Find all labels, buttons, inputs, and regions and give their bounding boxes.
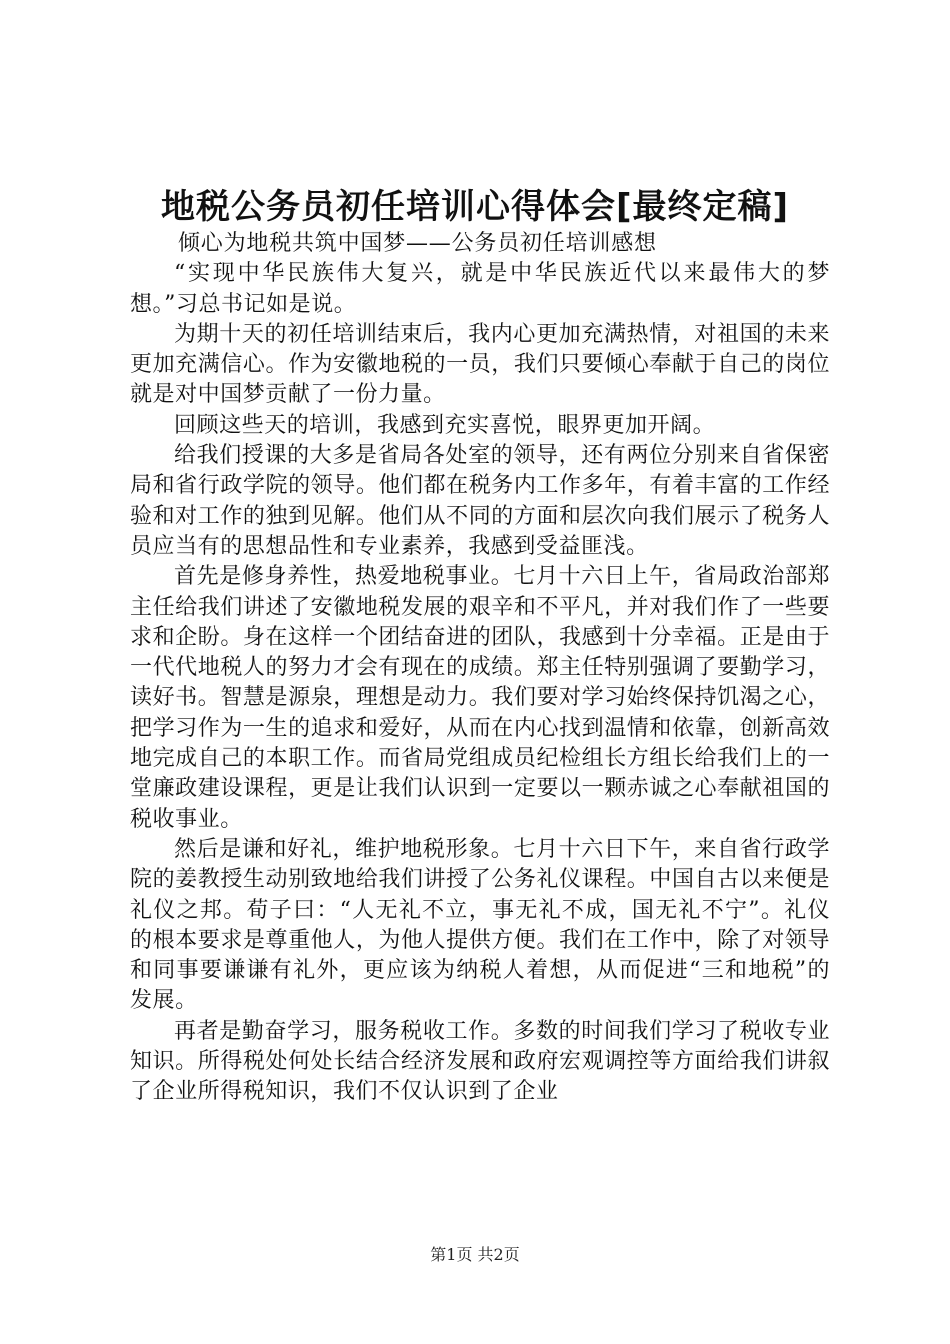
body-paragraph: 为期十天的初任培训结束后，我内心更加充满热情，对祖国的未来更加充满信心。作为安徽地税的一员，我们只要倾心奉献于自己的岗位就是对中国梦贡献了一份力量。 — [130, 321, 830, 408]
body-paragraph: 首先是修身养性，热爱地税事业。七月十六日上午，省局政治部郑主任给我们讲述了安徽地税发展的艰辛和不平凡，并对我们作了一些要求和企盼。身在这样一个团结奋进的团队，我感到十分幸福。正是由于一代代地税人的努力才会有现在的成绩。郑主任特别强调了要勤学习，读好书。智慧是源泉，理想是动力。我们要对学习始终保持饥渴之心，把学习作为一生的追求和爱好，从而在内心找到温情和依靠，创新高效地完成自己的本职工作。而省局党组成员纪检组长方组长给我们上的一堂廉政建设课程，更是让我们认识到一定要以一颗赤诚之心奉献祖国的税收事业。 — [130, 564, 830, 832]
body-paragraph: 然后是谦和好礼，维护地税形象。七月十六日下午，来自省行政学院的姜教授生动别致地给我们讲授了公务礼仪课程。中国自古以来便是礼仪之邦。荀子曰：“人无礼不立，事无礼不成，国无礼不宁”。礼仪的根本要求是尊重他人，为他人提供方便。我们在工作中，除了对领导和同事要谦谦有礼外，更应该为纳税人着想，从而促进“三和地税”的发展。 — [130, 836, 830, 1014]
page-footer: 第1页 共2页 — [430, 1245, 520, 1264]
body-paragraph: 给我们授课的大多是省局各处室的领导，还有两位分别来自省保密局和省行政学院的领导。他们都在税务内工作多年，有着丰富的工作经验和对工作的独到见解。他们从不同的方面和层次向我们展示了税务人员应当有的思想品性和专业素养，我感到受益匪浅。 — [130, 443, 830, 559]
document-body — [130, 229, 830, 1108]
body-paragraph: “实现中华民族伟大复兴，就是中华民族近代以来最伟大的梦想。”习总书记如是说。 — [130, 261, 830, 317]
body-paragraph: 回顾这些天的培训，我感到充实喜悦，眼界更加开阔。 — [174, 412, 716, 438]
body-paragraph: 再者是勤奋学习，服务税收工作。多数的时间我们学习了税收专业知识。所得税处何处长结合经济发展和政府宏观调控等方面给我们讲叙了企业所得税知识，我们不仅认识到了企业 — [130, 1018, 830, 1105]
subtitle-paragraph: 倾心为地税共筑中国梦——公务员初任培训感想 — [178, 231, 657, 256]
document-title: 地税公务员初任培训心得体会[最终定稿] — [160, 187, 790, 227]
